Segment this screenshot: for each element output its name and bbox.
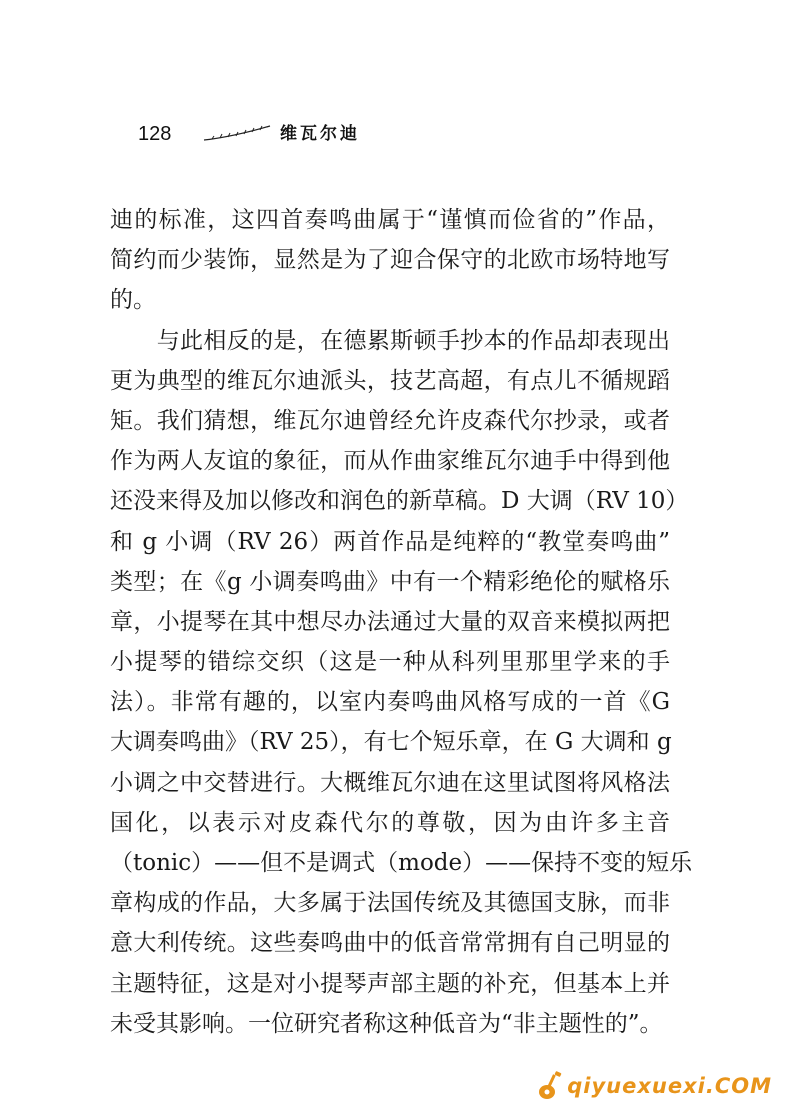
text-line: 主题特征，这是对小提琴声部主题的补充，但基本上并 <box>110 970 670 997</box>
text-line: 类型；在《g 小调奏鸣曲》中有一个精彩绝伦的赋格乐 <box>110 568 670 595</box>
guitar-logo-icon <box>537 1071 563 1101</box>
text-line: 小调之中交替进行。大概维瓦尔迪在这里试图将风格法 <box>110 769 670 796</box>
text-line: 小提琴的错综交织（这是一种从科列里那里学来的手 <box>110 649 670 676</box>
text-line: 和 g 小调（RV 26）两首作品是纯粹的“教堂奏鸣曲” <box>110 528 670 555</box>
page-header <box>138 120 438 148</box>
text-line: 更为典型的维瓦尔迪派头，技艺高超，有点儿不循规蹈 <box>110 367 670 394</box>
text-line: （tonic）——但不是调式（mode）——保持不变的短乐 <box>110 850 693 876</box>
text-line: 与此相反的是，在德累斯顿手抄本的作品却表现出 <box>110 327 670 354</box>
text-line: 作为两人友谊的象征，而从作曲家维瓦尔迪手中得到他 <box>110 448 670 475</box>
text-line: 章构成的作品，大多属于法国传统及其德国支脉，而非 <box>110 890 670 917</box>
text-line: 迪的标准，这四首奏鸣曲属于“谨慎而俭省的”作品， <box>110 207 670 233</box>
text-line: 国化，以表示对皮森代尔的尊敬，因为由许多主音 <box>110 809 670 836</box>
header-ornament-icon <box>202 124 272 142</box>
page-number: 128 <box>138 123 172 145</box>
text-line: 简约而少装饰，显然是为了迎合保守的北欧市场特地写 <box>110 247 670 274</box>
watermark-text: qiyuexuexi.COM <box>567 1074 772 1098</box>
text-line: 矩。我们猜想，维瓦尔迪曾经允许皮森代尔抄录，或者 <box>110 407 670 434</box>
running-title: 维瓦尔迪 <box>280 124 360 144</box>
text-line: 还没来得及加以修改和润色的新草稿。D 大调（RV 10） <box>110 488 689 515</box>
watermark <box>537 1066 772 1106</box>
text-line: 的。 <box>110 287 156 314</box>
text-line: 大调奏鸣曲》（RV 25），有七个短乐章，在 G 大调和 g <box>110 729 672 756</box>
text-line: 意大利传统。这些奏鸣曲中的低音常常拥有自己明显的 <box>110 930 670 957</box>
body-text <box>110 200 693 1044</box>
text-line: 章，小提琴在其中想尽办法通过大量的双音来模拟两把 <box>110 608 670 635</box>
text-line: 法）。非常有趣的，以室内奏鸣曲风格写成的一首《G <box>110 689 670 716</box>
text-line: 未受其影响。一位研究者称这种低音为“非主题性的”。 <box>110 1010 663 1037</box>
